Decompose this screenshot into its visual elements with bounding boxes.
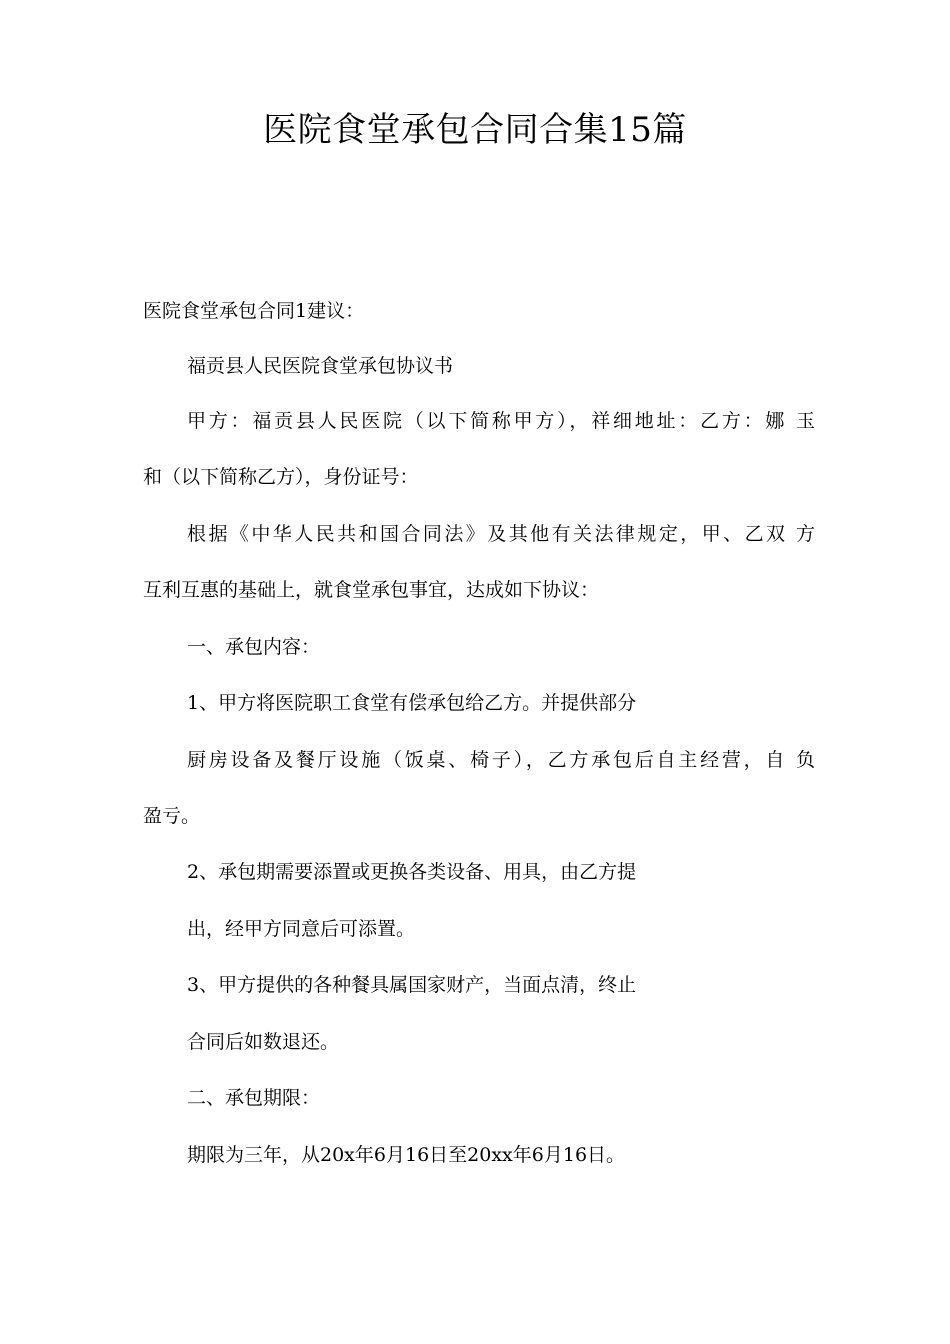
clause-heading: 二、承包期限： (187, 1087, 321, 1109)
paragraph-line: 出，经甲方同意后可添置。 (187, 918, 416, 940)
section-heading: 医院食堂承包合同1建议： (143, 300, 365, 322)
paragraph-line: 1、甲方将医院职工食堂有偿承包给乙方。并提供部分 (187, 692, 637, 714)
paragraph-line: 盈亏。 (143, 805, 201, 827)
paragraph-line: 期限为三年，从20x年6月16日至20xx年6月16日。 (187, 1144, 626, 1166)
paragraph-line: 合同后如数退还。 (187, 1031, 340, 1053)
clause-heading: 一、承包内容： (187, 636, 321, 658)
paragraph-line: 甲方：福贡县人民医院（以下简称甲方），祥细地址：乙方：娜 玉 (187, 410, 815, 432)
paragraph-line: 2、承包期需要添置或更换各类设备、用具，由乙方提 (187, 861, 637, 883)
paragraph-line: 根据《中华人民共和国合同法》及其他有关法律规定，甲、乙双 方 (187, 523, 815, 545)
paragraph-line: 互利互惠的基础上，就食堂承包事宜，达成如下协议： (143, 579, 600, 601)
document-title: 医院食堂承包合同合集15篇 (263, 110, 687, 150)
paragraph-line: 3、甲方提供的各种餐具属国家财产，当面点清，终止 (187, 974, 637, 996)
agreement-title: 福贡县人民医院食堂承包协议书 (187, 355, 454, 377)
paragraph-line: 厨房设备及餐厅设施（饭桌、椅子），乙方承包后自主经营，自 负 (187, 749, 815, 771)
paragraph-line: 和（以下简称乙方），身份证号： (143, 466, 419, 488)
